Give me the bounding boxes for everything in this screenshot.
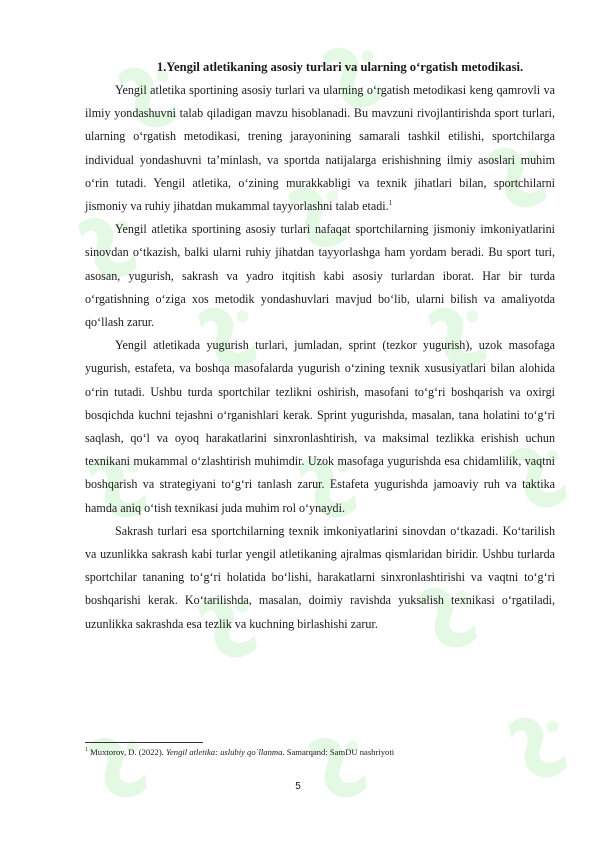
footnote-title: Yengil atletika: uslubiy qo`llanma <box>165 747 283 757</box>
document-body <box>85 58 555 636</box>
paragraph-2: Yengil atletika sportining asosiy turlari nafaqat sportchilarning jismoniy imkoniyatlarini sinovdan o‘tkazish, balki ularni ruhiy jihatdan tayyorlashga ham yordam beradi. Bu sport turi, asosan, yugurish, sakrash va yadro itqitish kabi asosiy turlardan iborat. Har bir turda o‘rgatishning o‘ziga xos metodik yondashuvlari mavjud bo‘lib, ularni bilish va amaliyotda qo‘llash zarur. <box>85 222 555 330</box>
paragraph-3: Yengil atletikada yugurish turlari, jumladan, sprint (tezkor yugurish), uzok masofaga yugurish, estafeta, va boshqa masofalarda yugurish o‘zining texnik xususiyatlari bilan alohida o‘rin tutadi. Ushbu turda sportchilar tezlikni oshirish, masofani to‘g‘ri boshqarish va oxirgi bosqichda kuchni tejashni o‘rganishlari kerak. Sprint yugurishda, masalan, tana holatini to‘g‘ri saqlash, qo‘l va oyoq harakatlarini sinxronlashtirish, va maksimal tezlikka erishish uchun texnikani mukammal o‘zlashtirish muhimdir. Uzok masofaga yugurishda esa chidamlilik, vaqtni boshqarish va strategiyani to‘g‘ri tanlash zarur. Estafeta yugurishda jamoaviy ruh va taktika hamda aniq o‘tish texnikasi juda muhim rol o‘ynaydi. <box>85 338 555 515</box>
watermark-mark <box>81 721 162 807</box>
footnote-author: Muxtorov, D. (2022). <box>90 747 166 757</box>
footnote-separator <box>85 742 203 743</box>
footnote-marker: 1 <box>85 747 88 754</box>
footnote-publisher: . Samarqand: SamDU nashriyoti <box>282 747 395 757</box>
footnote <box>85 746 555 758</box>
watermark-mark <box>501 701 582 787</box>
paragraph-4: Sakrash turlari esa sportchilarning texnik imkoniyatlarini sinovdan o‘tkazadi. Ko‘tarilish va uzunlikka sakrash kabi turlar yengil atletikaning ajralmas qismlaridan biridir. Ushbu turlarda sportchilar tananing to‘g‘ri holatida bo‘lishi, harakatlarni sinxronlashtirishi va vaqtni to‘g‘ri boshqarishi kerak. Ko‘tarilishda, masalan, doimiy ravishda yuksalish texnikasi o‘rgatiladi, uzunlikka sakrashda esa tezlik va kuchning birlashishi zarur. <box>85 523 555 631</box>
section-heading: 1.Yengil atletikaning asosiy turlari va ularning o‘rgatish metodikasi. <box>156 60 524 74</box>
watermark-mark <box>301 721 382 807</box>
page-number: 5 <box>295 781 301 792</box>
paragraph-1 <box>85 79 555 218</box>
paragraph-1-text: Yengil atletika sportining asosiy turlari va ularning o‘rgatish metodikasi keng qamrovli va ilmiy yondashuvni talab qiladigan mavzu hisoblanadi. Bu mavzuni rivojlantirishda sport turlari, ularning o‘rgatish metodikasi, trening jarayonining samarali tashkil etilishi, sportchilarga individual yondashuvni ta’minlash, va sportda natijalarga erishishning ilmiy asoslari muhim o‘rin tutadi. Yengil atletika, o‘zining murakkabligi va texnik jihatlari bilan, sportchilarni jismoniy va ruhiy jihatdan mukammal tayyorlashni talab etadi. <box>85 83 555 214</box>
footnote-reference[interactable]: 1 <box>388 198 393 207</box>
